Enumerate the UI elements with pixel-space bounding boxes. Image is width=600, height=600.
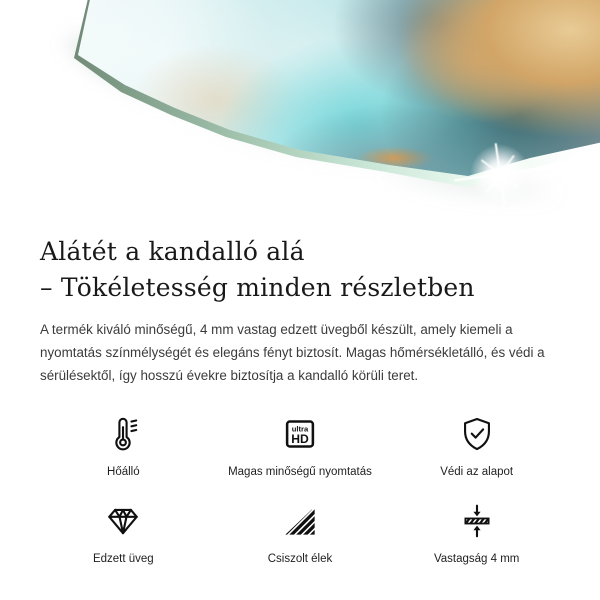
polished-edges-icon xyxy=(281,501,319,541)
title-line-2: – Tökéletesség minden részletben xyxy=(40,273,475,303)
shield-check-icon xyxy=(458,414,496,454)
feature-label: Csiszolt élek xyxy=(267,553,333,566)
page-title xyxy=(40,234,560,307)
feature-item-print-quality xyxy=(217,414,384,478)
product-description: A termék kiváló minőségű, 4 mm vastag edzett üvegből készült, amely kiemeli a nyomtatás színmélységét és elegáns fényt biztosít. Magas hőmérsékletálló, és védi a sérülésektől, így hosszú évekre biztosítja a kandalló körüli teret. xyxy=(40,321,545,384)
feature-item-tempered-glass xyxy=(40,501,207,565)
product-image xyxy=(0,0,600,235)
feature-item-thickness xyxy=(393,501,560,565)
feature-item-protects-base xyxy=(393,414,560,478)
diamond-icon xyxy=(104,501,142,541)
feature-label: Védi az alapot xyxy=(440,466,514,479)
thickness-icon xyxy=(458,501,496,541)
feature-label: Edzett üveg xyxy=(92,553,154,566)
features-grid xyxy=(40,414,560,565)
title-line-1: Alátét a kandalló alá xyxy=(40,237,305,266)
feature-label: Hőálló xyxy=(107,466,140,479)
ultra-hd-icon xyxy=(281,414,319,454)
feature-label: Magas minőségű nyomtatás xyxy=(228,466,372,479)
feature-label: Vastagság 4 mm xyxy=(433,553,520,566)
feature-item-polished-edges xyxy=(217,501,384,565)
svg-text:HD: HD xyxy=(291,432,309,447)
thermometer-icon xyxy=(104,414,142,454)
feature-item-heat-resistant xyxy=(40,414,207,478)
product-info-section xyxy=(40,234,560,565)
svg-text:ultra: ultra xyxy=(291,424,309,434)
